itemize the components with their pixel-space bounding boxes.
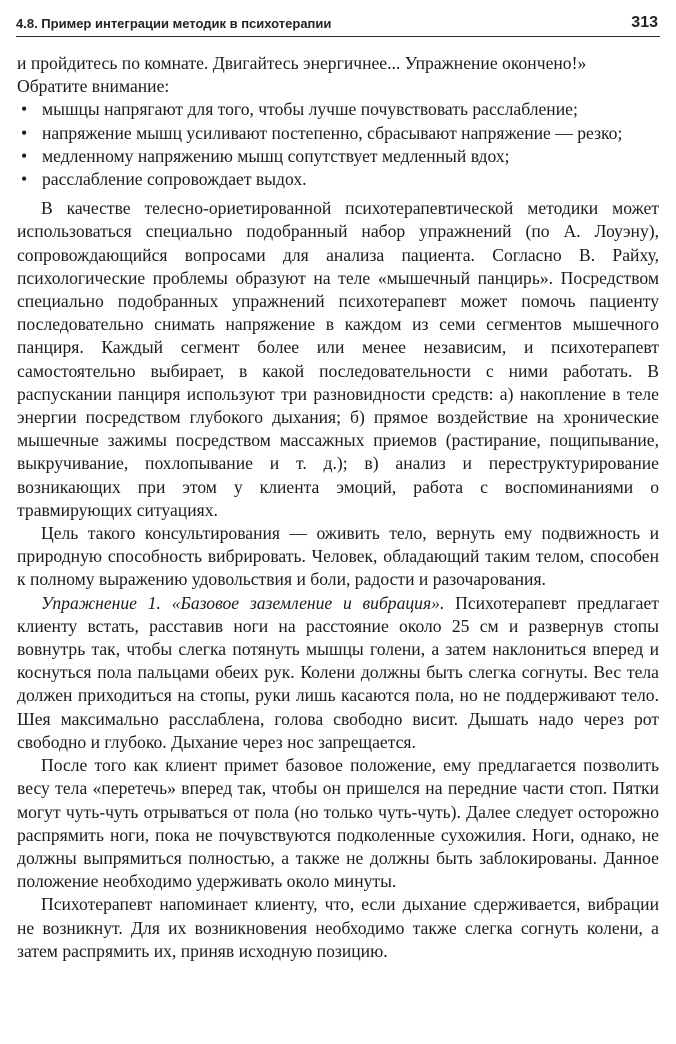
paragraph-consulting-goal: Цель такого консультирования — оживить тело, вернуть ему подвижность и природную способность вибрировать. Человек, обладающий таким телом, способен к полному выражению удовольствия и боли, радости и разочарования.: [17, 523, 659, 590]
bullet-marker: •: [21, 99, 28, 120]
page-body: [17, 52, 659, 963]
running-header: [16, 6, 660, 37]
list-item: [17, 122, 659, 145]
paragraph-attention: Обратите внимание:: [17, 76, 170, 97]
bullet-marker: •: [21, 122, 28, 143]
exercise-text: Психотерапевт предлагает клиенту встать, расставив ноги на расстояние около 25 см и развернув стопы вовнутрь так, чтобы слегка потянуть мышцы голени, а затем наклониться вперед и коснуться пола пальцами обеих рук. Колени должны быть слегка согнуты. Вес тела должен приходиться на стопы, руки лишь касаются пола, но не поддерживают тело. Шея максимально расслаблена, голова свободно висит. Дышать надо через рот свободно и глубоко. Дыхание через нос запрещается.: [17, 592, 659, 752]
paragraph-exercise-1: [17, 592, 659, 754]
list-item-text: медленному напряжению мышц сопутствует медленный вдох;: [42, 145, 510, 166]
bullet-marker: •: [21, 169, 28, 190]
list-item-text: расслабление сопровождает выдох.: [42, 169, 307, 190]
page-number: 313: [631, 14, 658, 31]
list-item-text: напряжение мышц усиливают постепенно, сбрасывают напряжение — резко;: [42, 122, 623, 143]
list-item: [17, 168, 659, 191]
list-item: [17, 145, 659, 168]
paragraph-breathing-reminder: Психотерапевт напоминает клиенту, что, если дыхание сдерживается, вибрации не возникнут. Для их возникновения необходимо также слегка согнуть колени, а затем распрямить их, приняв исходную позицию.: [17, 894, 659, 961]
exercise-title: Упражнение 1. «Базовое заземление и вибрация».: [41, 592, 445, 613]
bullet-marker: •: [21, 145, 28, 166]
list-item: [17, 98, 659, 121]
paragraph-body-oriented-method: В качестве телесно-ориетированной психотерапевтической методики может использоваться специально подобранный набор упражнений (по А. Лоуэну), сопровождающийся вопросами для анализа пациента. Согласно В. Райху, психологические проблемы образуют на теле «мышечный панцирь». Посредством специально подобранных упражнений психотерапевт может помочь пациенту последовательно снимать напряжение в каждом из семи сегментов мышечного панциря. Каждый сегмент более или менее независим, и психотерапевт самостоятельно выбирает, в какой последовательности с ними работать. В распускании панциря используют три разновидности средств: а) накопление в теле энергии посредством глубокого дыхания; б) прямое воздействие на хронические мышечные зажимы посредством массажных приемов (растирание, пощипывание, выкручивание, похлопывание и т. д.); в) анализ и переструктурирование возникающих при этом у клиента эмоций, работа с воспоминаниями о травмирующих ситуациях.: [17, 198, 659, 520]
paragraph-base-position: После того как клиент примет базовое положение, ему предлагается позволить весу тела «перетечь» вперед так, чтобы он пришелся на передние части стоп. Пятки могут чуть-чуть отрываться от пола (но только чуть-чуть). Далее следует осторожно распрямить ноги, пока не почувствуются подколенные сухожилия. Ноги, однако, не должны выпрямиться полностью, а также не должны быть заблокированы. Данное положение необходимо удерживать около минуты.: [17, 755, 659, 892]
paragraph-continuation: и пройдитесь по комнате. Двигайтесь энергичнее... Упражнение окончено!»: [17, 53, 587, 73]
list-item-text: мышцы напрягают для того, чтобы лучше почувствовать расслабление;: [42, 99, 578, 120]
section-title: 4.8. Пример интеграции методик в психотерапии: [16, 16, 332, 31]
bullet-list: [17, 98, 659, 191]
